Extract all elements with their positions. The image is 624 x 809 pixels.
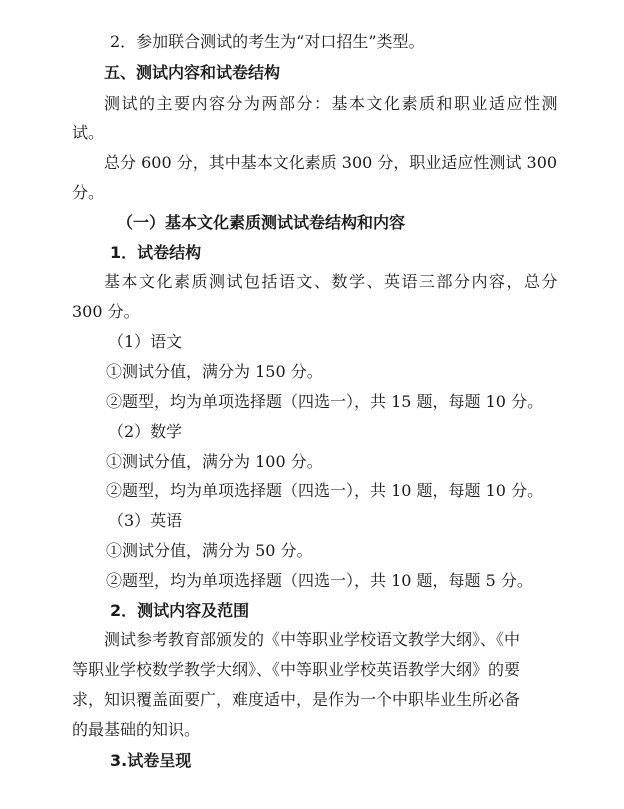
item-chinese-type: ②题型，均为单项选择题（四选一），共 15 题，每题 10 分。 (106, 392, 544, 411)
paragraph-scope-line1: 测试参考教育部颁发的《中等职业学校语文教学大纲》、《中 (104, 630, 521, 649)
heading-exam-presentation: 3.试卷呈现 (110, 751, 192, 770)
paragraph-score-line1: 总分 600 分，其中基本文化素质 300 分，职业适应性测试 300 (104, 153, 558, 172)
paragraph-basic-line2: 300 分。 (72, 302, 140, 321)
item-english-score: ①测试分值，满分为 50 分。 (106, 541, 313, 560)
item-chinese-score: ①测试分值，满分为 150 分。 (106, 362, 323, 381)
paragraph-content-line2: 试。 (72, 123, 105, 142)
paragraph-scope-line4: 的最基础的知识。 (72, 720, 201, 739)
paragraph-basic-line1: 基本文化素质测试包括语文、数学、英语三部分内容，总分 (104, 272, 560, 291)
paragraph-scope-line2: 等职业学校数学教学大纲》、《中等职业学校英语教学大纲》的要 (72, 660, 521, 679)
item-english-type: ②题型，均为单项选择题（四选一），共 10 题，每题 5 分。 (106, 571, 533, 590)
heading-exam-structure: 1．试卷结构 (110, 243, 202, 262)
paragraph-content-line1: 测试的主要内容分为两部分：基本文化素质和职业适应性测 (104, 94, 560, 113)
item-math-score: ①测试分值，满分为 100 分。 (106, 452, 323, 471)
paragraph-exam-type: 2．参加联合测试的考生为“对口招生”类型。 (110, 32, 425, 51)
item-chinese: （1）语文 (108, 332, 183, 351)
subsection-heading-1: （一）基本文化素质测试试卷结构和内容 (117, 213, 406, 232)
section-heading-5: 五、测试内容和试卷结构 (104, 63, 281, 82)
heading-content-scope: 2．测试内容及范围 (110, 601, 250, 620)
item-english: （3）英语 (108, 511, 183, 530)
item-math-type: ②题型，均为单项选择题（四选一），共 10 题，每题 10 分。 (106, 481, 544, 500)
item-math: （2）数学 (108, 422, 183, 441)
paragraph-scope-line3: 求，知识覆盖面要广，难度适中，是作为一个中职毕业生所必备 (72, 690, 521, 709)
paragraph-score-line2: 分。 (72, 183, 105, 202)
